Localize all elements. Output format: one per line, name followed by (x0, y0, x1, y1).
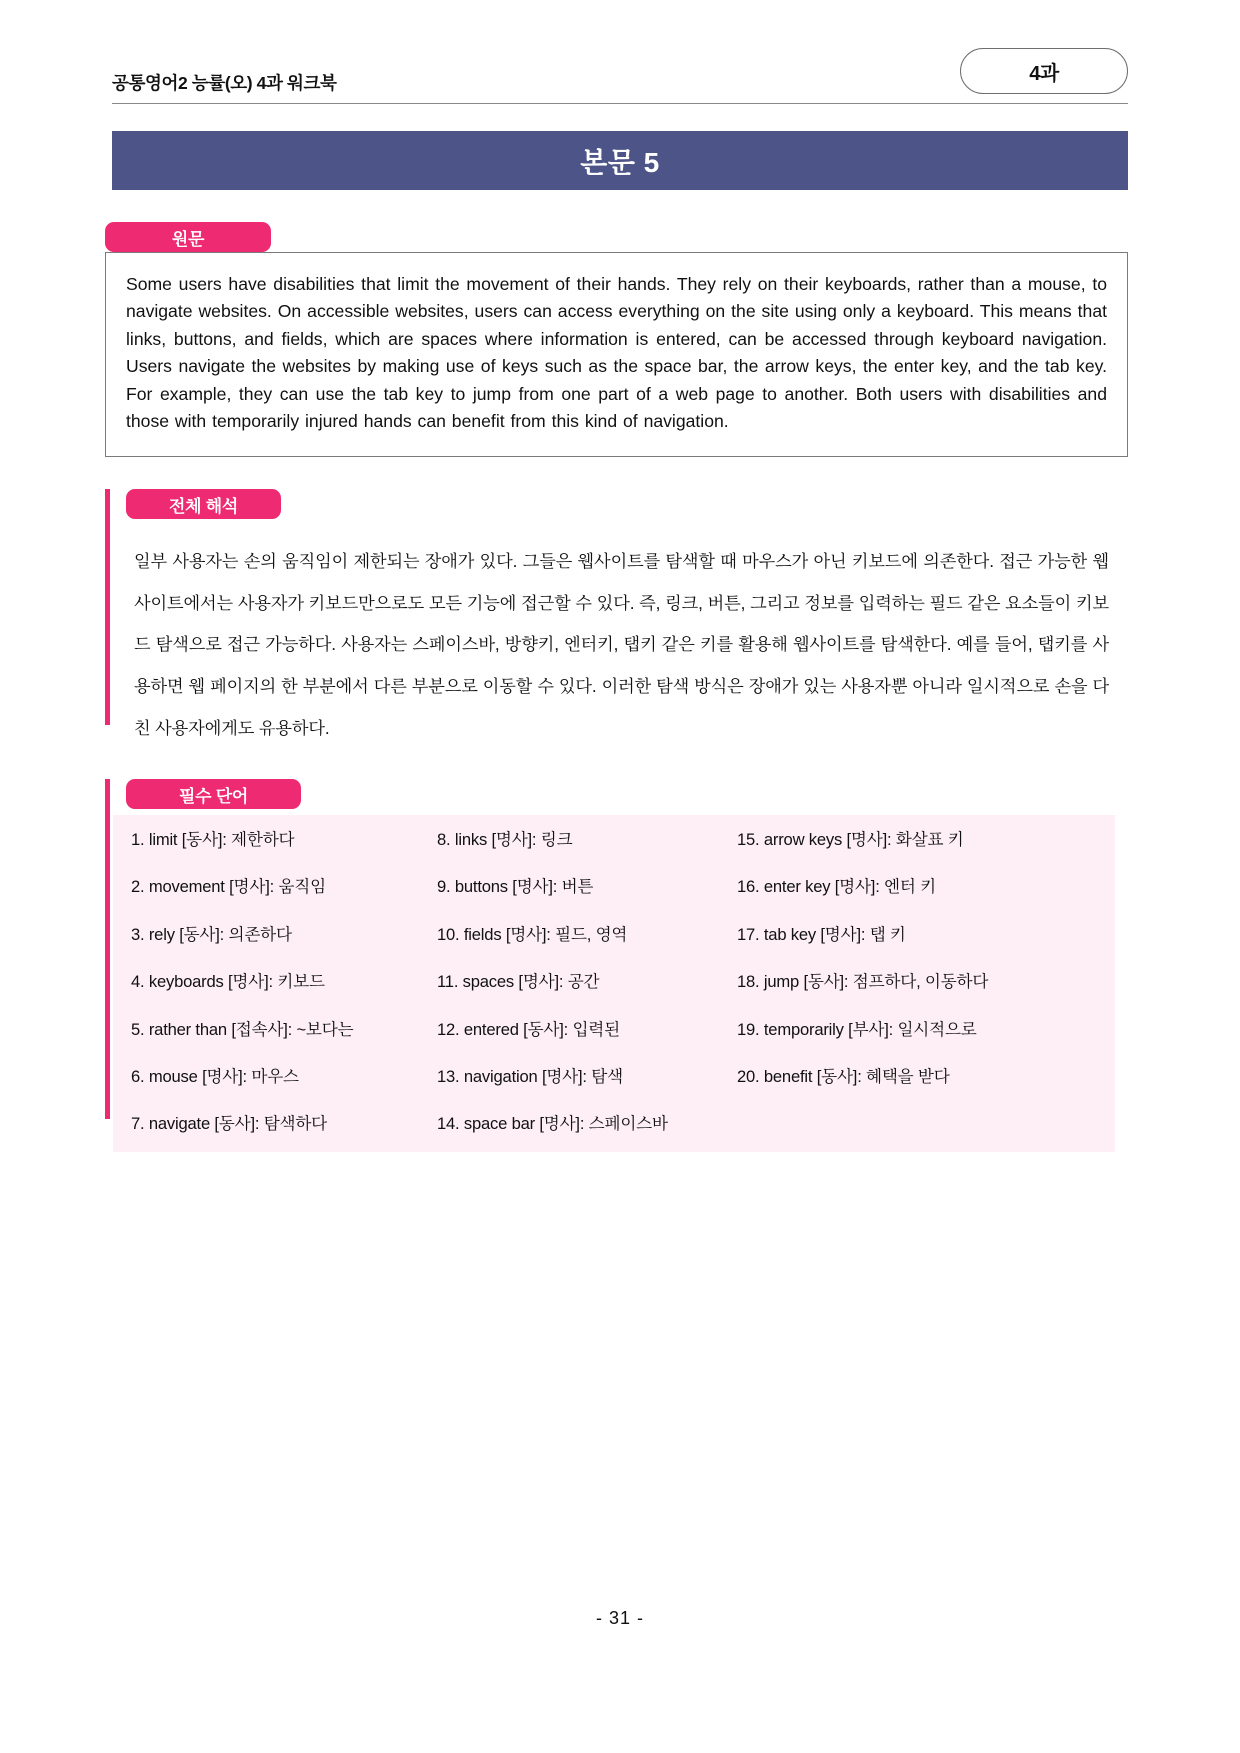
vocabulary-tag: 필수 단어 (126, 779, 301, 809)
vocabulary-section (105, 779, 1128, 1152)
vocabulary-item: 1. limit [동사]: 제한하다 (131, 830, 295, 849)
vocabulary-item: 2. movement [명사]: 움직임 (131, 877, 326, 897)
page-number: - 31 - (595, 1608, 644, 1628)
vocabulary-item: 20. benefit [동사]: 혜택을 받다 (737, 1066, 950, 1086)
original-tag: 원문 (105, 222, 271, 252)
vocabulary-column-1 (113, 829, 431, 1136)
header-divider (112, 103, 1128, 104)
vocabulary-item: 16. enter key [명사]: 엔터 키 (737, 877, 936, 897)
vocabulary-item: 19. temporarily [부사]: 일시적으로 (737, 1019, 977, 1039)
vocabulary-item: 15. arrow keys [명사]: 화살표 키 (737, 830, 964, 849)
vocabulary-item: 14. space bar [명사]: 스페이스바 (437, 1114, 668, 1134)
vocabulary-item: 10. fields [명사]: 필드, 영역 (437, 924, 628, 944)
vocabulary-item: 12. entered [동사]: 입력된 (437, 1019, 620, 1039)
vocabulary-item: 18. jump [동사]: 점프하다, 이동하다 (737, 972, 989, 992)
vocabulary-item: 9. buttons [명사]: 버튼 (437, 877, 594, 897)
translation-section (105, 489, 1128, 749)
original-text-box (105, 252, 1128, 457)
vocabulary-item: 3. rely [동사]: 의존하다 (131, 924, 292, 944)
page-header (112, 48, 1128, 104)
translation-tag: 전체 해석 (126, 489, 281, 519)
section-banner: 본문 5 (112, 131, 1128, 190)
translation-passage: 일부 사용자는 손의 움직임이 제한되는 장애가 있다. 그들은 웹사이트를 탐색할 때 마우스가 아닌 키보드에 의존한다. 접근 가능한 웹사이트에서는 사용자가 키보드만으로도 모든 기능에 접근할 수 있다. 즉, 링크, 버튼, 그리고 정보를 입력하는 필드 같은 요소들이 키보드 탐색으로 접근 가능하다. 사용자는 스페이스바, 방향키, 엔터키, 탭키 같은 키를 활용해 웹사이트를 탐색한다. 예를 들어, 탭키를 사용하면 웹 페이지의 한 부분에서 다른 부분으로 이동할 수 있다. 이러한 탐색 방식은 장애가 있는 사용자뿐 아니라 일시적으로 손을 다친 사용자에게도 유용하다. (134, 551, 1109, 738)
vocabulary-grid (113, 815, 1115, 1152)
original-text-section (105, 222, 1128, 457)
vocabulary-item: 8. links [명사]: 링크 (437, 830, 573, 849)
lesson-badge: 4과 (960, 48, 1128, 94)
vocabulary-column-3 (737, 829, 1115, 1136)
vocabulary-item: 17. tab key [명사]: 탭 키 (737, 924, 906, 944)
vocabulary-accent-bar (105, 779, 110, 1119)
vocabulary-item: 13. navigation [명사]: 탐색 (437, 1066, 623, 1086)
vocabulary-item: 5. rather than [접속사]: ~보다는 (131, 1019, 354, 1039)
original-passage: Some users have disabilities that limit the movement of their hands. They rely on their keyboards, rather than a mouse, to navigate websites. On accessible websites, users can access everything on the site using only a keyboard. This means that links, buttons, and fields, which are spaces where information is entered, can be accessed through keyboard navigation. Users navigate the websites by making use of keys such as the space bar, the arrow keys, the enter key, and the tab key. For example, they can use the tab key to jump from one part of a web page to another. Both users with disabilities and those with temporarily injured hands can benefit from this kind of navigation. (126, 274, 1107, 432)
vocabulary-item: 4. keyboards [명사]: 키보드 (131, 972, 325, 992)
header-title: 공통영어2 능률(오) 4과 워크북 (112, 73, 337, 93)
translation-accent-bar (105, 489, 110, 725)
vocabulary-item: 6. mouse [명사]: 마우스 (131, 1066, 299, 1086)
vocabulary-item: 11. spaces [명사]: 공간 (437, 972, 600, 992)
vocabulary-column-2 (431, 829, 737, 1136)
vocabulary-item: 7. navigate [동사]: 탐색하다 (131, 1114, 328, 1134)
